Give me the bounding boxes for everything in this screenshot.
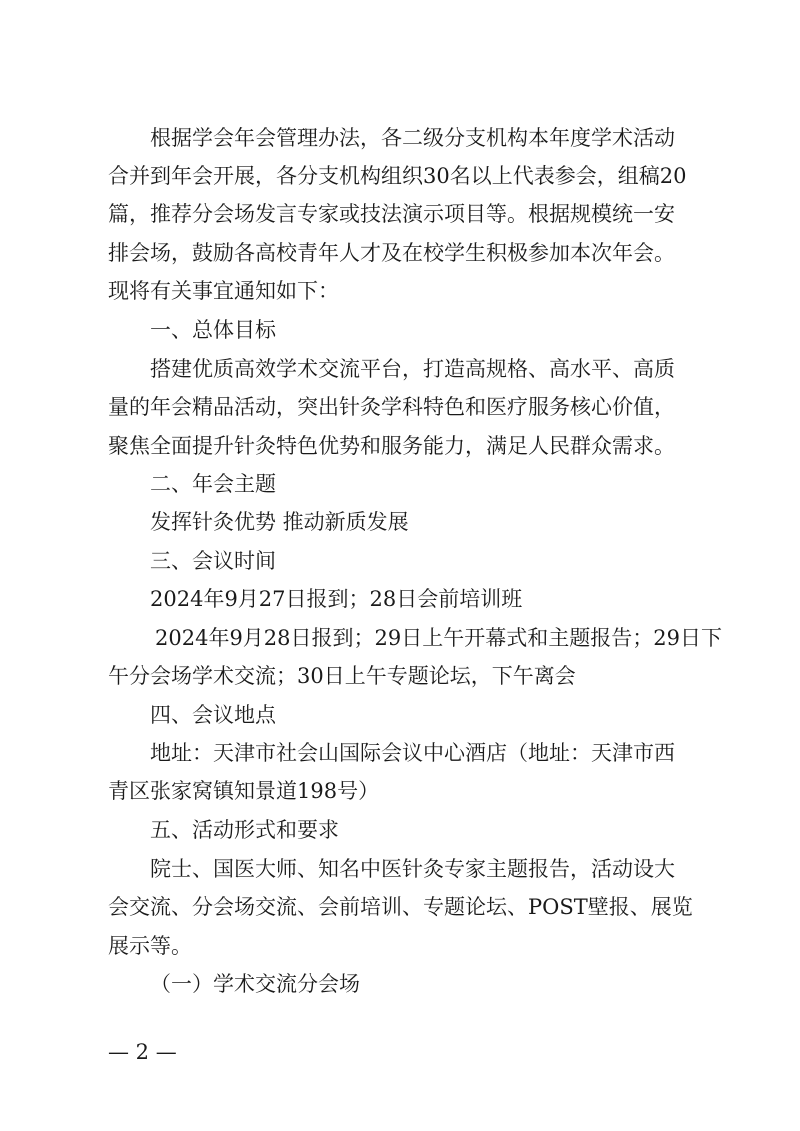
section-3-line-1: 2024年9月27日报到；28日会前培训班 — [150, 587, 523, 611]
section-5-line-1: 院士、国医大师、知名中医针灸专家主题报告，活动设大 — [150, 857, 675, 881]
section-2-heading: 二、年会主题 — [150, 472, 276, 496]
section-4-line-2: 青区张家窝镇知景道198号） — [108, 779, 380, 803]
intro-line-5: 现将有关事宜通知如下： — [108, 279, 339, 303]
section-4-heading: 四、会议地点 — [150, 703, 276, 727]
section-3-line-2: 2024年9月28日报到；29日上午开幕式和主题报告；29日下 — [155, 626, 722, 650]
section-3-heading: 三、会议时间 — [150, 549, 276, 573]
section-5-heading: 五、活动形式和要求 — [150, 818, 339, 842]
intro-line-2: 合并到年会开展，各分支机构组织30名以上代表参会，组稿20 — [108, 164, 687, 188]
section-5-line-2: 会交流、分会场交流、会前培训、专题论坛、POST壁报、展览 — [108, 895, 693, 919]
section-1-line-3: 聚焦全面提升针灸特色优势和服务能力，满足人民群众需求。 — [108, 434, 675, 458]
intro-line-3: 篇，推荐分会场发言专家或技法演示项目等。根据规模统一安 — [108, 202, 675, 226]
section-1-line-2: 量的年会精品活动，突出针灸学科特色和医疗服务核心价值， — [108, 395, 675, 419]
section-2-body: 发挥针灸优势 推动新质发展 — [150, 510, 409, 534]
intro-line-4: 排会场，鼓励各高校青年人才及在校学生积极参加本次年会。 — [108, 241, 675, 265]
section-1-heading: 一、总体目标 — [150, 318, 276, 342]
page-number: — 2 — — [108, 1040, 177, 1064]
section-4-line-1: 地址：天津市社会山国际会议中心酒店（地址：天津市西 — [150, 741, 675, 765]
section-1-line-1: 搭建优质高效学术交流平台，打造高规格、高水平、高质 — [150, 357, 675, 381]
intro-line-1: 根据学会年会管理办法，各二级分支机构本年度学术活动 — [150, 126, 675, 150]
section-5-line-3: 展示等。 — [108, 934, 192, 958]
section-3-line-3: 午分会场学术交流；30日上午专题论坛，下午离会 — [108, 664, 576, 688]
subsection-1-heading: （一）学术交流分会场 — [150, 972, 360, 996]
